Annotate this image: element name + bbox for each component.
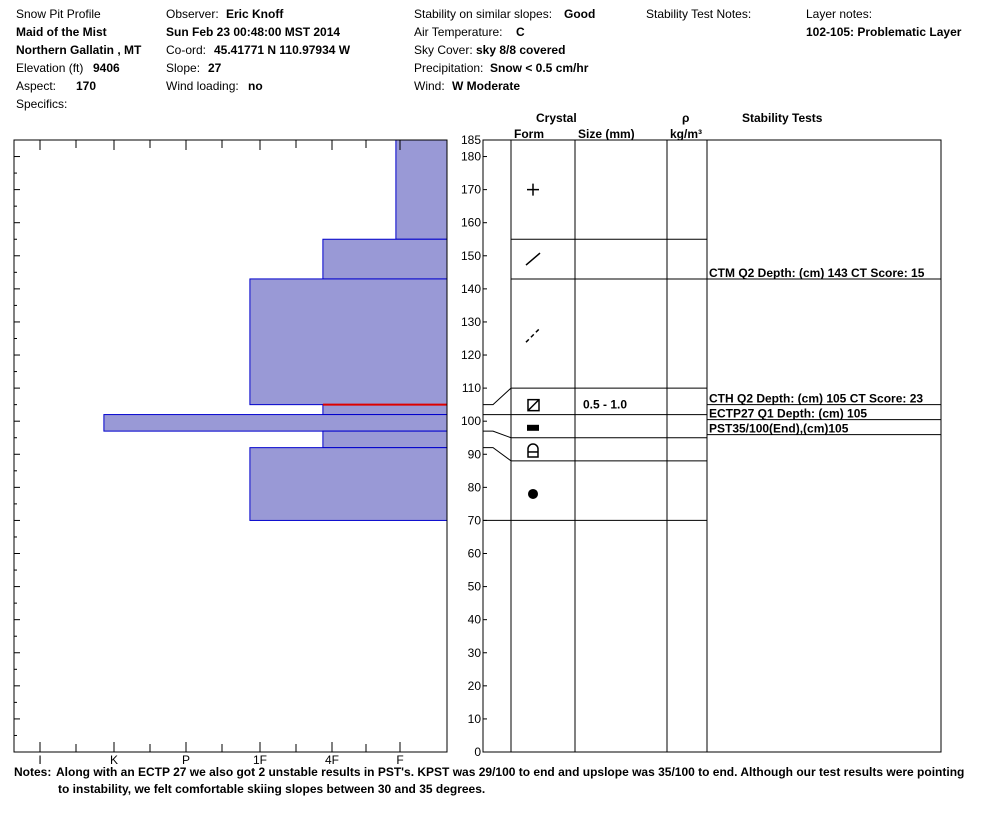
depth-label: 90 xyxy=(467,447,481,462)
notes-label: Notes: xyxy=(14,765,52,779)
air-temp-label: Air Temperature: xyxy=(414,25,503,39)
depth-label: 70 xyxy=(467,513,481,528)
depth-label: 80 xyxy=(467,480,481,495)
layer-notes-label: Layer notes: xyxy=(806,7,873,21)
depth-label: 100 xyxy=(460,414,481,429)
depth-label: 170 xyxy=(460,182,481,197)
hardness-label: 1F xyxy=(252,753,268,767)
depth-label: 40 xyxy=(467,612,481,627)
aspect-value: 170 xyxy=(76,79,97,93)
hardness-label: K xyxy=(109,753,119,767)
hardness-bar xyxy=(323,405,447,415)
wind-loading-value: no xyxy=(248,79,263,93)
observer-label: Observer: xyxy=(166,7,219,21)
wind-value: W Moderate xyxy=(452,79,521,93)
depth-hoar-icon xyxy=(528,444,538,457)
depth-label: 10 xyxy=(467,711,481,726)
coord-value: 45.41771 N 110.97934 W xyxy=(214,43,351,57)
new-snow-plus-icon xyxy=(527,184,539,196)
hardness-bar xyxy=(323,431,447,448)
decomposing-slash-icon xyxy=(526,253,540,265)
depth-label: 130 xyxy=(460,314,481,329)
hardness-label: 4F xyxy=(324,753,340,767)
stability-tests-header: Stability Tests xyxy=(742,111,823,125)
stability-label: Stability on similar slopes: xyxy=(414,7,553,21)
hardness-bar xyxy=(250,448,447,521)
depth-label: 60 xyxy=(467,546,481,561)
layer-connector xyxy=(483,448,511,461)
depth-label: 150 xyxy=(460,248,481,263)
crust-rectangle-icon xyxy=(527,425,539,431)
depth-label: 20 xyxy=(467,678,481,693)
stability-test-entry: ECTP27 Q1 Depth: (cm) 105 xyxy=(709,406,868,421)
melt-freeze-circle-icon xyxy=(528,489,538,499)
faceted-crystal-icon xyxy=(528,400,539,411)
aspect-label: Aspect: xyxy=(16,79,57,93)
datetime: Sun Feb 23 00:48:00 MST 2014 xyxy=(166,25,341,39)
sky-value: sky 8/8 covered xyxy=(476,43,566,57)
rho-header: ρ xyxy=(682,111,690,125)
wind-label: Wind: xyxy=(414,79,445,93)
profile-title: Snow Pit Profile xyxy=(16,7,101,21)
notes-line-2: to instability, we felt comfortable skiing slopes between 30 and 35 degrees. xyxy=(58,782,486,796)
layer-connector xyxy=(483,431,511,438)
elevation-value: 9406 xyxy=(93,61,120,75)
region: Northern Gallatin , MT xyxy=(16,43,142,57)
slope-value: 27 xyxy=(208,61,222,75)
specifics-label: Specifics: xyxy=(16,97,68,111)
crystal-size-label: 0.5 - 1.0 xyxy=(583,397,628,412)
layer-connector xyxy=(483,388,511,405)
depth-label: 180 xyxy=(460,149,481,164)
crystal-header: Crystal xyxy=(536,111,577,125)
slope-label: Slope: xyxy=(166,61,201,75)
precip-label: Precipitation: xyxy=(414,61,484,75)
hardness-bar xyxy=(250,279,447,405)
hardness-bar xyxy=(323,239,447,279)
hardness-bar xyxy=(396,140,447,239)
form-header: Form xyxy=(514,127,544,141)
depth-label: 140 xyxy=(460,281,481,296)
stability-test-entry: CTH Q2 Depth: (cm) 105 CT Score: 23 xyxy=(709,391,924,406)
sky-label: Sky Cover: xyxy=(414,43,473,57)
notes-line-1: Along with an ECTP 27 we also got 2 unstable results in PST's. KPST was 29/100 to end and upslope was 35/100 to end. Although our test results were pointing xyxy=(56,765,965,779)
air-temp-value: C xyxy=(516,25,525,39)
elevation-label: Elevation (ft) xyxy=(16,61,84,75)
location-name: Maid of the Mist xyxy=(16,25,107,39)
hardness-bar xyxy=(104,415,447,432)
coord-label: Co-ord: xyxy=(166,43,207,57)
stability-test-entry: CTM Q2 Depth: (cm) 143 CT Score: 15 xyxy=(709,265,925,280)
precip-value: Snow < 0.5 cm/hr xyxy=(490,61,589,75)
stability-test-entry: PST35/100(End),(cm)105 xyxy=(709,421,849,436)
depth-label: 185 xyxy=(460,133,481,147)
hardness-label: F xyxy=(396,753,404,767)
observer-value: Eric Knoff xyxy=(226,7,284,21)
density-unit-header: kg/m³ xyxy=(670,127,703,141)
wind-loading-label: Wind loading: xyxy=(166,79,239,93)
stability-notes-label: Stability Test Notes: xyxy=(646,7,752,21)
hardness-label: I xyxy=(38,753,42,767)
layer-table-frame xyxy=(483,140,941,752)
depth-label: 110 xyxy=(461,381,481,396)
depth-label: 160 xyxy=(460,215,481,230)
size-header: Size (mm) xyxy=(578,127,635,141)
depth-label: 120 xyxy=(460,348,481,363)
layer-notes-value: 102-105: Problematic Layer xyxy=(806,25,962,39)
stability-value: Good xyxy=(564,7,596,21)
depth-label: 30 xyxy=(467,645,481,660)
rounded-grains-dashed-icon xyxy=(526,328,540,342)
hardness-label: P xyxy=(181,753,191,767)
depth-label: 0 xyxy=(474,745,481,759)
depth-label: 50 xyxy=(467,579,481,594)
